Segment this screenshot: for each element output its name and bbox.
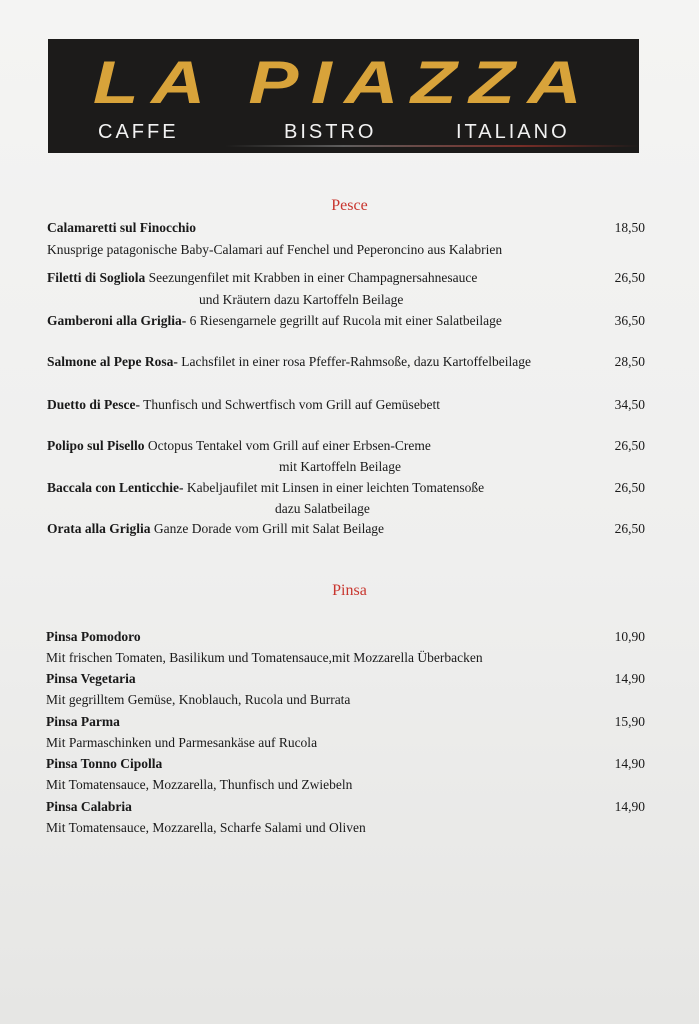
menu-item-description: Mit Tomatensauce, Mozzarella, Scharfe Salami und Oliven — [46, 820, 366, 835]
menu-item-name: Orata alla Griglia — [47, 521, 151, 536]
menu-item — [47, 354, 531, 370]
menu-item — [47, 270, 477, 286]
section-title-pinsa: Pinsa — [332, 582, 367, 599]
logo-title: LA PIAZZA — [92, 49, 595, 116]
menu-item-price: 36,50 — [614, 313, 645, 328]
menu-item-description: Kabeljaufilet mit Linsen in einer leichten Tomatensoße — [183, 480, 485, 495]
menu-item-price: 14,90 — [614, 799, 645, 814]
menu-item-name: Gamberoni alla Griglia- — [47, 313, 187, 328]
logo-subtitle-bistro: BISTRO — [284, 121, 377, 143]
logo-divider — [48, 145, 639, 147]
menu-item-price: 26,50 — [614, 480, 645, 495]
menu-item-description: 6 Riesengarnele gegrillt auf Rucola mit einer Salatbeilage — [186, 313, 502, 328]
menu-item-description-line2: und Kräutern dazu Kartoffeln Beilage — [199, 292, 404, 307]
logo-subtitle-italiano: ITALIANO — [456, 121, 570, 143]
logo-banner — [48, 39, 639, 153]
menu-item-name: Filetti di Sogliola — [47, 270, 146, 285]
menu-item-description: Lachsfilet in einer rosa Pfeffer-Rahmsoße, dazu Kartoffelbeilage — [177, 354, 531, 369]
menu-item-name: Pinsa Pomodoro — [46, 629, 141, 644]
menu-item-name: Pinsa Parma — [46, 714, 120, 729]
menu-item-name: Baccala con Lenticchie- — [47, 480, 184, 495]
menu-item-description: Knusprige patagonische Baby-Calamari auf Fenchel und Peperoncino aus Kalabrien — [47, 242, 503, 257]
menu-item-name: Duetto di Pesce- — [47, 397, 140, 412]
menu-item-description: Octopus Tentakel vom Grill auf einer Erbsen-Creme — [144, 438, 431, 453]
menu-item-name: Calamaretti sul Finocchio — [47, 220, 196, 235]
menu-item-description: Mit frischen Tomaten, Basilikum und Tomatensauce,mit Mozzarella Überbacken — [46, 650, 483, 665]
menu-item — [47, 480, 484, 496]
menu-item-description: Mit Tomatensauce, Mozzarella, Thunfisch und Zwiebeln — [46, 777, 353, 792]
menu-item-description-line2: dazu Salatbeilage — [275, 501, 370, 516]
menu-item-name: Polipo sul Pisello — [47, 438, 145, 453]
logo-subtitle-caffe: CAFFE — [98, 121, 179, 143]
section-title-pesce: Pesce — [331, 197, 368, 214]
menu-item — [47, 438, 431, 454]
menu-item-price: 14,90 — [614, 671, 645, 686]
menu-item-price: 26,50 — [614, 438, 645, 453]
menu-item — [47, 313, 502, 329]
menu-item — [47, 521, 384, 537]
menu-item-description-line2: mit Kartoffeln Beilage — [279, 459, 401, 474]
menu-item-name: Pinsa Vegetaria — [46, 671, 136, 686]
menu-item-price: 14,90 — [614, 756, 645, 771]
menu-item-description: Mit Parmaschinken und Parmesankäse auf Rucola — [46, 735, 318, 750]
menu-item-description: Thunfisch und Schwertfisch vom Grill auf Gemüsebett — [139, 397, 441, 412]
menu-item-name: Pinsa Tonno Cipolla — [46, 756, 163, 771]
menu-item — [47, 397, 440, 413]
menu-item-price: 26,50 — [614, 521, 645, 536]
menu-item-price: 10,90 — [614, 629, 645, 644]
menu-item-price: 34,50 — [614, 397, 645, 412]
menu-item-price: 28,50 — [614, 354, 645, 369]
menu-item-description: Ganze Dorade vom Grill mit Salat Beilage — [150, 521, 385, 536]
menu-item-name: Salmone al Pepe Rosa- — [47, 354, 178, 369]
menu-item-name: Pinsa Calabria — [46, 799, 132, 814]
menu-item-description: Seezungenfilet mit Krabben in einer Champagnersahnesauce — [145, 270, 478, 285]
menu-item-price: 26,50 — [614, 270, 645, 285]
menu-item-price: 15,90 — [614, 714, 645, 729]
menu-item-description: Mit gegrilltem Gemüse, Knoblauch, Rucola und Burrata — [46, 692, 351, 707]
menu-item-price: 18,50 — [614, 220, 645, 235]
